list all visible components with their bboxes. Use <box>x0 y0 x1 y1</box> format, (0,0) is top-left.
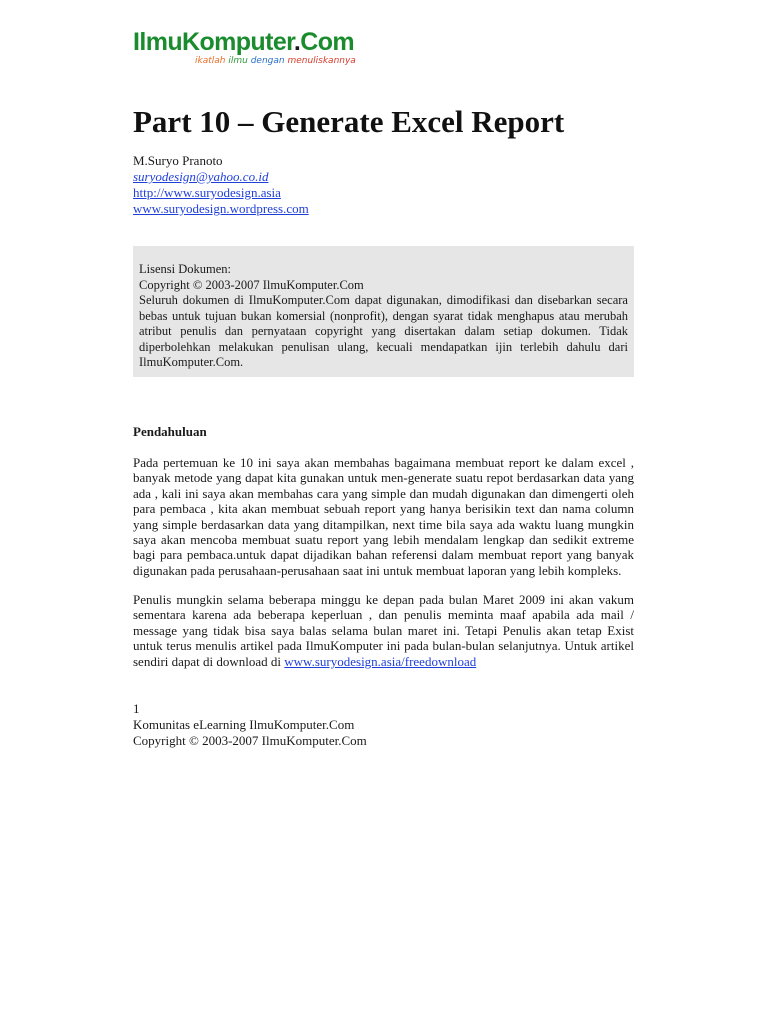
author-website-link[interactable]: http://www.suryodesign.asia <box>133 185 281 200</box>
intro-paragraph-2 <box>133 592 634 669</box>
page-footer <box>133 701 367 749</box>
download-link[interactable]: www.suryodesign.asia/freedownload <box>284 653 477 669</box>
author-email-link[interactable]: suryodesign@yahoo.co.id <box>133 169 269 184</box>
section-heading-pendahuluan: Pendahuluan <box>133 424 207 439</box>
footer-copyright: Copyright © 2003-2007 IlmuKomputer.Com <box>133 733 367 748</box>
license-box <box>133 246 634 377</box>
author-blog-link[interactable]: www.suryodesign.wordpress.com <box>133 201 309 216</box>
author-info <box>133 153 309 217</box>
ilmukomputer-logo <box>133 28 356 72</box>
logo-tagline: ikatlah ilmu dengan menuliskannya <box>195 56 356 66</box>
footer-community: Komunitas eLearning IlmuKomputer.Com <box>133 717 355 732</box>
license-copyright: Copyright © 2003-2007 IlmuKomputer.Com <box>139 277 364 292</box>
author-name: M.Suryo Pranoto <box>133 153 223 168</box>
logo-wordmark: IlmuKomputer.Com <box>133 28 354 56</box>
document-title: Part 10 – Generate Excel Report <box>133 104 565 139</box>
page-number: 1 <box>133 701 140 716</box>
license-heading: Lisensi Dokumen: <box>139 262 232 276</box>
intro-paragraph-1: Pada pertemuan ke 10 ini saya akan membahas bagaimana membuat report ke dalam excel , banyak metode yang dapat kita gunakan untuk men-generate suatu repot berdasarkan data yang ada , kali ini saya akan membahas cara yang simple dan mudah digunakan dan dimengerti oleh para pembaca , kita akan membuat sebuah report yang hanya berisikin text dan nama column yang simple berdasarkan data yang ditampilkan, next time bila saya ada waktu luang mungkin saya akan mencoba membuat suatu report yang lebih mendalam lengkap dan sedikit extreme bagi para pembaca.untuk dapat dijadikan bahan referensi dalam membuat report yang banyak digunakan pada perusahaan-perusahaan saat ini untuk membuat laporan yang lebih kompleks. <box>133 455 634 578</box>
license-text: Seluruh dokumen di IlmuKomputer.Com dapat digunakan, dimodifikasi dan disebarkan secara bebas untuk tujuan bukan komersial (nonprofit), dengan syarat tidak menghapus atau merubah atribut penulis dan pernyataan copyright yang disertakan dalam setiap dokumen. Tidak diperbolehkan melakukan penulisan ulang, kecuali mendapatkan ijin terlebih dahulu dari IlmuKomputer.Com. <box>139 293 628 369</box>
intro-paragraph-2-text: Penulis mungkin selama beberapa minggu ke depan pada bulan Maret 2009 ini akan vakum sementara karena ada beberapa keperluan , dan penulis meminta maaf apabila ada mail / message yang tidak bisa saya balas selama bulan maret ini. Tetapi Penulis akan tetap Exist untuk terus menulis artikel pada IlmuKomputer ini pada bulan-bulan selanjutnya. Untuk artikel sendiri dapat di download di <box>133 592 634 669</box>
